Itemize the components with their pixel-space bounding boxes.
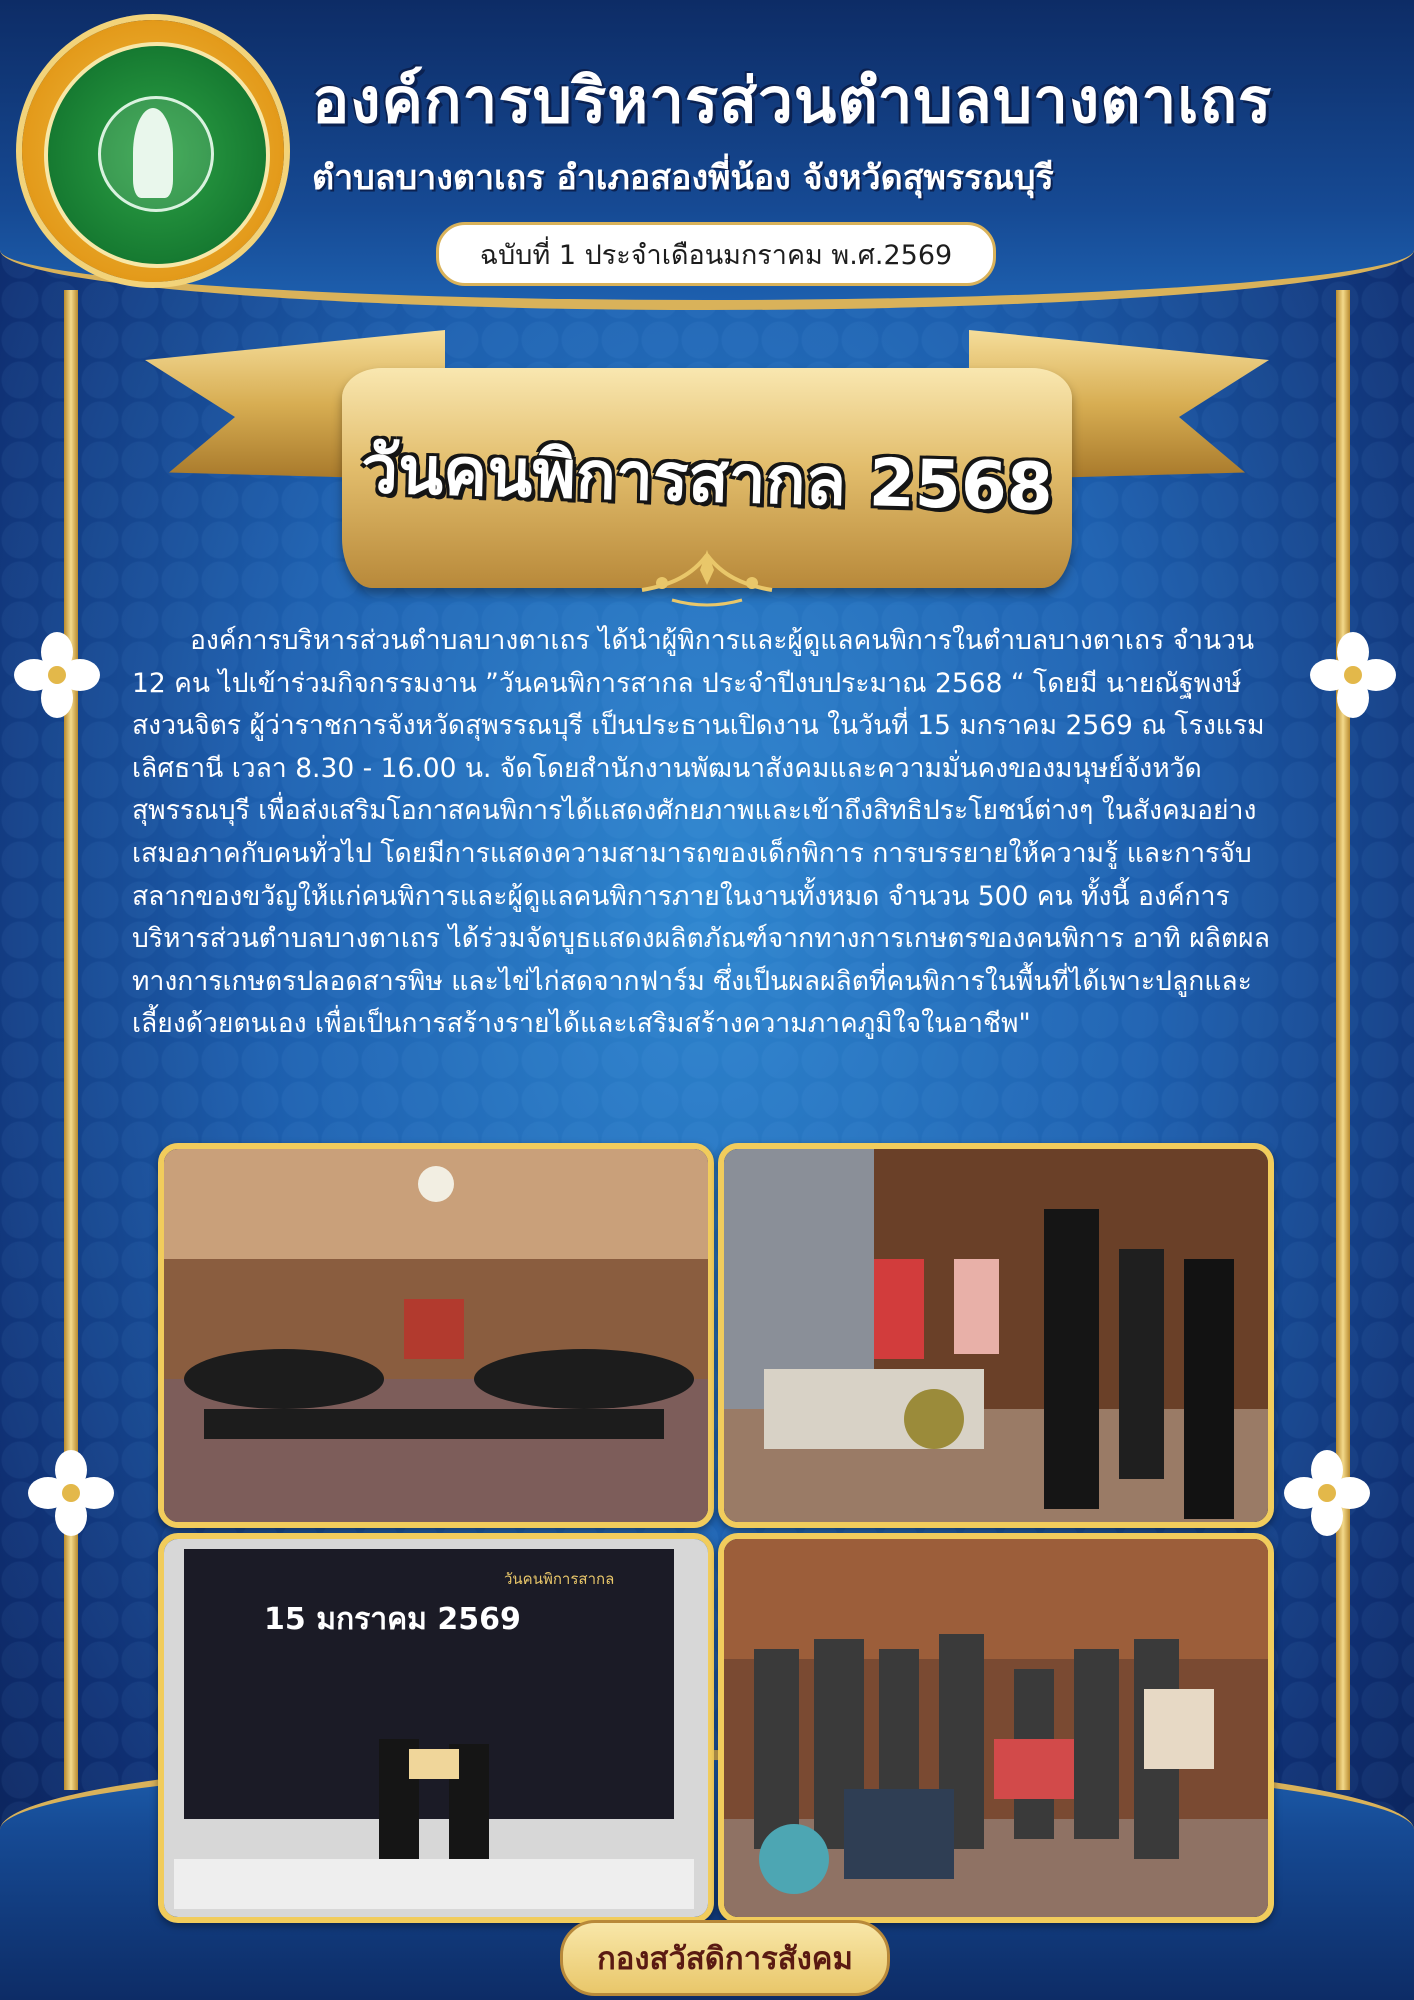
photo-conference-hall — [158, 1143, 714, 1528]
photo-award-ceremony — [158, 1533, 714, 1923]
photo-governor-booth — [718, 1143, 1274, 1528]
backdrop-date-text: 15 มกราคม 2569 — [264, 1602, 521, 1637]
organization-name: องค์การบริหารส่วนตำบลบางตาเถร — [312, 64, 1273, 137]
event-title: วันคนพิการสากล 2568 — [360, 430, 1054, 526]
article-body: องค์การบริหารส่วนตำบลบางตาเถร ได้นำผู้พิการและผู้ดูแลคนพิการในตำบลบางตาเถร จำนวน 12 คน ไปเข้าร่วมกิจกรรมงาน ”วันคนพิการสากล ประจำปีงบประมาณ 2568 “ โดยมี นายณัฐพงษ์ สงวนจิตร ผู้ว่าราชการจังหวัดสุพรรณบุรี เป็นประธานเปิดงาน ในวันที่ 15 มกราคม 2569 ณ โรงแรมเลิศธานี เวลา 8.30 - 16.00 น. จัดโดยสำนักงานพัฒนาสังคมและความมั่นคงของมนุษย์จังหวัดสุพรรณบุรี เพื่อส่งเสริมโอกาสคนพิการได้แสดงศักยภาพและเข้าถึงสิทธิประโยชน์ต่างๆ ในสังคมอย่างเสมอภาคกับคนทั่วไป โดยมีการแสดงความสามารถของเด็กพิการ การบรรยายให้ความรู้ และการจับสลากของขวัญให้แก่คนพิการและผู้ดูแลคนพิการภายในงานทั้งหมด จำนวน 500 คน ทั้งนี้ องค์การบริหารส่วนตำบลบางตาเถร ได้ร่วมจัดบูธแสดงผลิตภัณฑ์จากทางการเกษตรของคนพิการ อาทิ ผลิตผลทางการเกษตรปลอดสารพิษ และไข่ไก่สดจากฟาร์ม ซึ่งเป็นผลผลิตที่คนพิการในพื้นที่ได้เพาะปลูกและเลี้ยงด้วยตนเอง เพื่อเป็นการสร้างรายได้และเสริมสร้างความภาคภูมิใจในอาชีพ" — [132, 625, 1270, 1040]
department-footer: กองสวัสดิการสังคม — [560, 1920, 890, 1996]
white-flower-icon — [14, 632, 100, 718]
backdrop-event-text: วันคนพิการสากล — [504, 1570, 615, 1588]
photo-group-gifts — [718, 1533, 1274, 1923]
right-gold-frame — [1336, 290, 1350, 1790]
white-flower-icon — [28, 1450, 114, 1536]
seal-inner-disc — [44, 42, 270, 268]
gold-ornament-icon — [632, 545, 782, 615]
left-gold-frame — [64, 290, 78, 1790]
white-flower-icon — [1310, 632, 1396, 718]
white-flower-icon — [1284, 1450, 1370, 1536]
issue-badge: ฉบับที่ 1 ประจำเดือนมกราคม พ.ศ.2569 — [436, 222, 996, 286]
organization-address: ตำบลบางตาเถร อำเภอสองพี่น้อง จังหวัดสุพรรณบุรี — [312, 158, 1054, 198]
organization-seal — [22, 20, 284, 282]
buddha-figure-icon — [133, 108, 173, 198]
